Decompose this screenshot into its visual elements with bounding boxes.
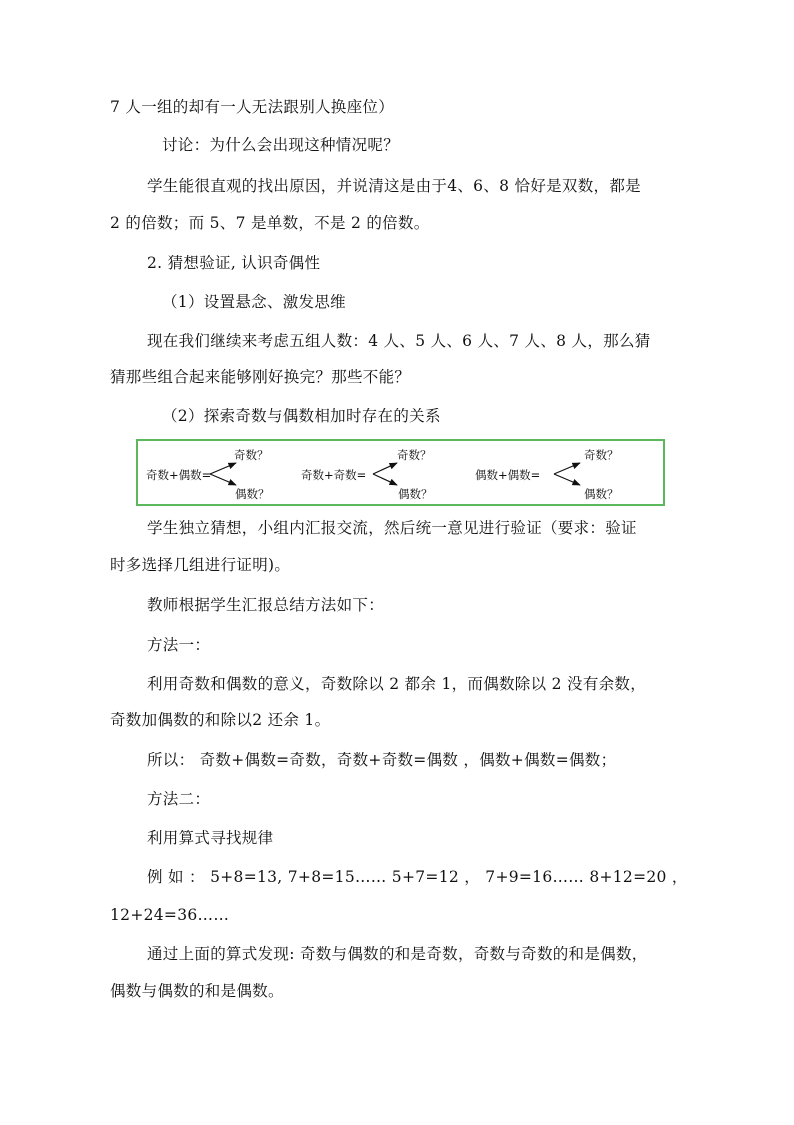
section-heading: 2. 猜想验证, 认识奇偶性 (147, 254, 321, 272)
arrow-up-3 (554, 463, 580, 474)
method-1-heading: 方法一： (147, 636, 211, 654)
text-line-3: 学生能很直观的找出原因，并说清这是由于4、6、8 恰好是双数，都是 (147, 177, 641, 195)
arrow-down-3 (554, 474, 580, 485)
text-line-21: 通过上面的算式发现: 奇数与偶数的和是奇数，奇数与奇数的和是偶数， (147, 945, 648, 963)
top-label-1: 奇数？ (234, 448, 269, 462)
text-line-8: 猜那些组合起来能够刚好换完？那些不能？ (110, 368, 411, 386)
text-line-11: 时多选择几组进行证明)。 (110, 556, 291, 574)
text-line-10: 学生独立猜想，小组内汇报交流，然后统一意见进行验证（要求：验证 (147, 519, 637, 537)
top-label-2: 奇数？ (397, 448, 432, 462)
bottom-label-1: 偶数？ (235, 487, 270, 501)
subheading-2: （2）探索奇数与偶数相加时存在的关系 (162, 407, 441, 425)
subheading-1: （1）设置悬念、激发思维 (162, 293, 346, 311)
expr-1: 奇数+偶数= (146, 468, 212, 482)
expr-2: 奇数+奇数= (301, 468, 367, 482)
top-label-3: 奇数？ (584, 448, 619, 462)
text-line-16: 所以： 奇数+偶数=奇数，奇数+奇数=偶数 ，偶数+偶数=偶数； (147, 751, 617, 769)
text-line-18: 利用算式寻找规律 (147, 829, 274, 847)
text-line-7: 现在我们继续来考虑五组人数：4 人、5 人、6 人、7 人、8 人，那么猜 (147, 332, 651, 350)
arrow-down-2 (373, 474, 397, 485)
method-2-heading: 方法二： (147, 790, 211, 808)
text-line-22: 偶数与偶数的和是偶数。 (110, 982, 284, 1000)
arrow-up-1 (210, 463, 236, 474)
bottom-label-3: 偶数？ (584, 487, 619, 501)
text-line-2: 讨论：为什么会出现这种情况呢？ (162, 136, 400, 154)
bottom-label-2: 偶数？ (398, 487, 433, 501)
text-line-14: 利用奇数和偶数的意义，奇数除以 2 都余 1，而偶数除以 2 没有余数， (147, 675, 647, 693)
text-line-1: 7 人一组的却有一人无法跟别人换座位） (110, 98, 394, 116)
parity-diagram (136, 439, 665, 506)
expr-3: 偶数+偶数= (475, 468, 541, 482)
text-line-15: 奇数加偶数的和除以2 还余 1。 (110, 711, 331, 729)
text-line-12: 教师根据学生汇报总结方法如下： (147, 596, 385, 614)
arrow-down-1 (210, 474, 236, 485)
arrow-up-2 (373, 463, 397, 474)
text-line-4: 2 的倍数；而 5、7 是单数，不是 2 的倍数。 (110, 214, 430, 232)
example-line-cont: 12+24=36…… (110, 906, 230, 924)
example-line: 例 如 ： 5+8=13, 7+8=15…… 5+7=12 ， 7+9=16…… 8+12=20 ， (147, 868, 688, 886)
